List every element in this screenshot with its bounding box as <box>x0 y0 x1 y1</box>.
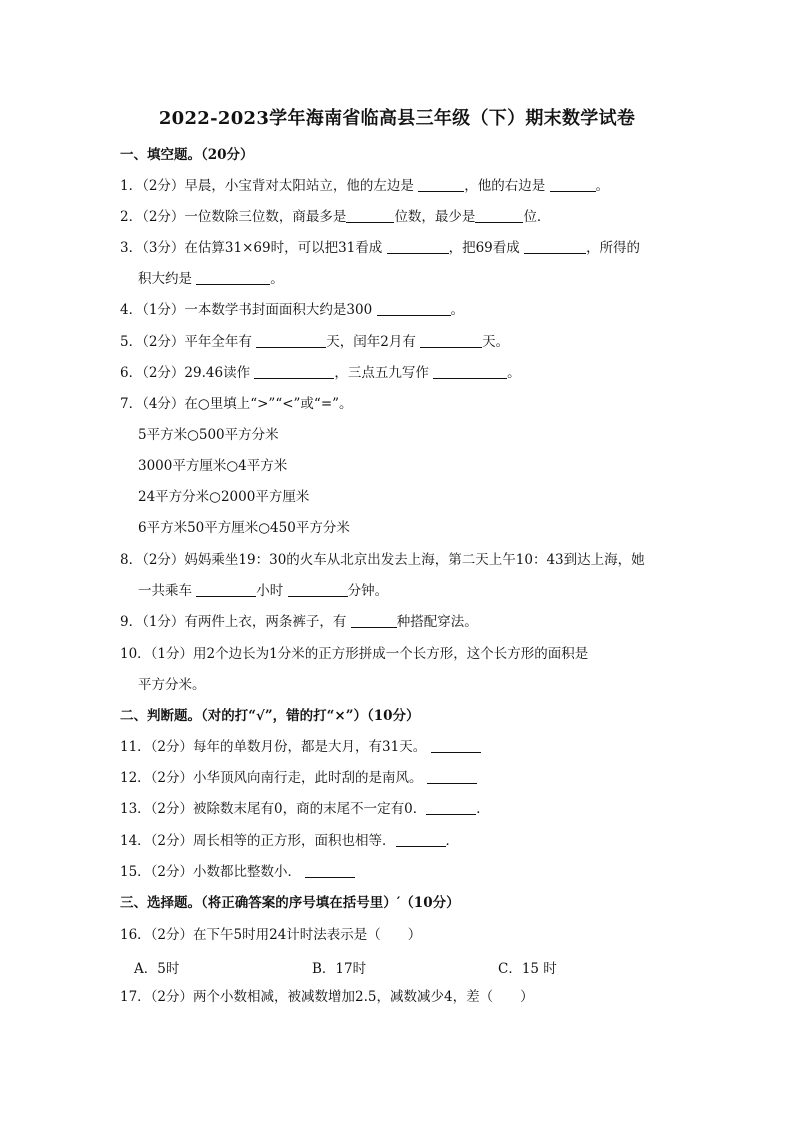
answer-blank[interactable] <box>288 582 348 597</box>
answer-blank[interactable] <box>196 270 270 285</box>
question-15: 15．（2分）小数都比整数小． <box>120 863 355 881</box>
question-10: 10．（1分）用2个边长为1分米的正方形拼成一个长方形，这个长方形的面积是 <box>120 646 589 662</box>
question-14: 14．（2分）周长相等的正方形，面积也相等． ． <box>120 833 460 849</box>
answer-blank[interactable] <box>377 301 451 316</box>
answer-blank[interactable] <box>351 613 397 628</box>
answer-blank[interactable] <box>431 738 481 753</box>
question-17: 17．（2分）两个小数相减，被减数增加2.5，减数减少4，差（ ） <box>120 989 534 1005</box>
answer-blank[interactable] <box>426 800 476 815</box>
question-1: 1．（2分）早晨，小宝背对太阳站立，他的左边是 ，他的右边是 。 <box>120 178 610 194</box>
question-6: 6．（2分）29.46读作 ，三点五九写作 。 <box>120 365 521 381</box>
answer-blank[interactable] <box>418 177 464 192</box>
answer-blank[interactable] <box>427 769 477 784</box>
question-16: 16．（2分）在下午5时用24计时法表示是（ ） <box>120 927 422 943</box>
answer-blank[interactable] <box>387 239 449 254</box>
answer-blank[interactable] <box>420 333 482 348</box>
question-7-item-2: 3000平方厘米○4平方米 <box>138 458 288 474</box>
question-12: 12．（2分）小华顶风向南行走，此时刮的是南风。 <box>120 769 477 787</box>
option-c[interactable]: C．15 时 <box>498 961 557 977</box>
question-7: 7．（4分）在○里填上“>”“<”或“=”。 <box>120 396 353 412</box>
answer-blank[interactable] <box>305 863 355 878</box>
answer-blank[interactable] <box>256 333 326 348</box>
answer-blank[interactable] <box>524 239 586 254</box>
question-5: 5．（2分）平年全年有 天，闰年2月有 天。 <box>120 334 510 350</box>
page-title: 2022-2023学年海南省临高县三年级（下）期末数学试卷 <box>158 108 636 129</box>
question-10-cont: 平方分米。 <box>138 677 206 693</box>
answer-blank[interactable] <box>475 208 523 223</box>
section-multiple-choice: 三、选择题。（将正确答案的序号填在括号里）′（10分） <box>120 895 460 911</box>
question-3: 3．（3分）在估算31×69时，可以把31看成 ，把69看成 ，所得的 <box>120 240 641 256</box>
answer-blank[interactable] <box>396 832 446 847</box>
question-8: 8．（2分）妈妈乘坐19：30的火车从北京出发去上海，第二天上午10：43到达上海，她 <box>120 552 645 568</box>
option-a[interactable]: A．5时 <box>134 961 180 977</box>
answer-blank[interactable] <box>550 177 596 192</box>
question-4: 4．（1分）一本数学书封面面积大约是300 。 <box>120 302 464 318</box>
question-7-item-4: 6平方米50平方厘米○450平方分米 <box>138 520 350 536</box>
question-7-item-1: 5平方米○500平方分米 <box>138 427 279 443</box>
question-3-cont: 积大约是 。 <box>138 271 284 287</box>
answer-blank[interactable] <box>433 364 507 379</box>
question-7-item-3: 24平方分米○2000平方厘米 <box>138 489 310 505</box>
question-8-cont: 一共乘车 小时 分钟。 <box>138 583 389 599</box>
section-true-false: 二、判断题。（对的打“√”，错的打“×”）（10分） <box>120 708 420 724</box>
question-2: 2．（2分）一位数除三位数，商最多是 位数，最少是 位． <box>120 209 551 225</box>
answer-blank[interactable] <box>346 208 394 223</box>
question-11: 11．（2分）每年的单数月份，都是大月，有31天。 <box>120 738 481 756</box>
option-b[interactable]: B．17时 <box>312 961 367 977</box>
answer-blank[interactable] <box>196 582 256 597</box>
question-13: 13．（2分）被除数末尾有0，商的末尾不一定有0． ． <box>120 801 490 817</box>
question-9: 9．（1分）有两件上衣，两条裤子，有 种搭配穿法。 <box>120 614 478 630</box>
answer-blank[interactable] <box>254 364 334 379</box>
section-fill-in: 一、填空题。（20分） <box>120 147 254 163</box>
